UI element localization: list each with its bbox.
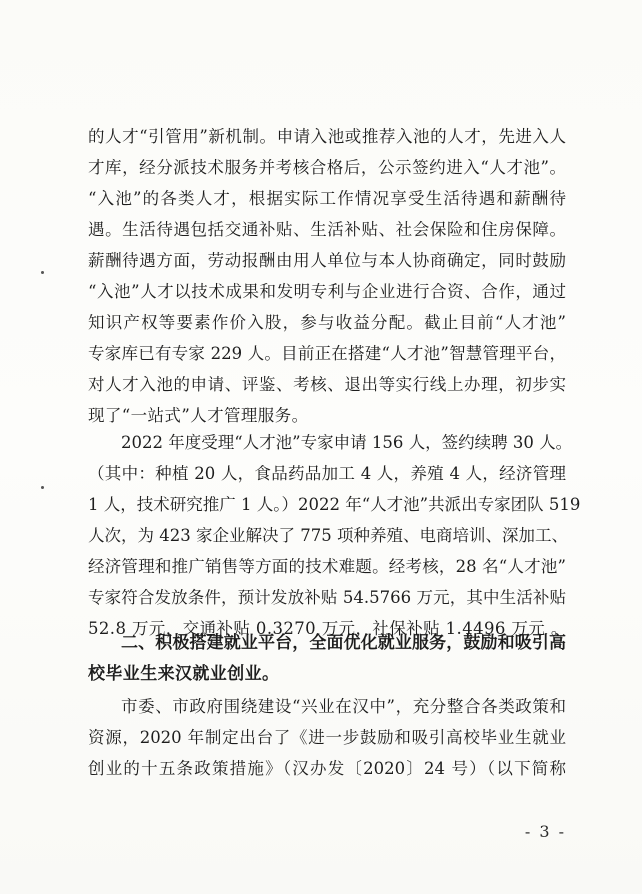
paragraph-3 bbox=[88, 691, 566, 784]
text-line: 经济管理和推广销售等方面的技术难题。经考核，28 名“人才池” bbox=[88, 557, 566, 576]
scan-speck bbox=[41, 271, 44, 274]
text-line: 对人才入池的申请、评鉴、考核、退出等实行线上办理，初步实 bbox=[88, 375, 566, 394]
text-line: 2022 年度受理“人才池”专家申请 156 人，签约续聘 30 人。 bbox=[121, 433, 573, 452]
scan-speck bbox=[41, 486, 44, 489]
text-line: “入池”的各类人才，根据实际工作情况享受生活待遇和薪酬待 bbox=[88, 189, 566, 208]
text-line: （其中：种植 20 人，食品药品加工 4 人，养殖 4 人，经济管理 bbox=[88, 464, 566, 483]
text-line: “入池”人才以技术成果和发明专利与企业进行合资、合作，通过 bbox=[88, 282, 566, 301]
text-line: 遇。生活待遇包括交通补贴、生活补贴、社会保险和住房保障。 bbox=[88, 220, 566, 239]
text-line: 1 人，技术研究推广 1 人。）2022 年“人才池”共派出专家团队 519 bbox=[88, 495, 581, 514]
text-line: 人次，为 423 家企业解决了 775 项种养殖、电商培训、深加工、 bbox=[88, 526, 568, 545]
page-number: - 3 - bbox=[524, 822, 566, 841]
text-line: 专家符合发放条件，预计发放补贴 54.5766 万元，其中生活补贴 bbox=[88, 588, 566, 607]
text-line: 的人才“引管用”新机制。申请入池或推荐入池的人才，先进入人 bbox=[88, 127, 566, 146]
heading-line: 校毕业生来汉就业创业。 bbox=[88, 664, 280, 684]
text-line: 市委、市政府围绕建设“兴业在汉中”，充分整合各类政策和 bbox=[121, 697, 566, 716]
text-line: 52.8 万元，交通补贴 0.3270 万元，社保补贴 1.4496 万元 。 bbox=[88, 619, 568, 638]
text-line: 专家库已有专家 229 人。目前正在搭建“人才池”智慧管理平台， bbox=[88, 344, 566, 363]
text-line: 才库，经分派技术服务并考核合格后，公示签约进入“人才池”。 bbox=[88, 158, 566, 177]
section-heading bbox=[88, 628, 566, 690]
paragraph-1 bbox=[88, 121, 566, 431]
text-line: 薪酬待遇方面，劳动报酬由用人单位与本人协商确定，同时鼓励 bbox=[88, 251, 566, 270]
text-line: 知识产权等要素作价入股，参与收益分配。截止目前“人才池” bbox=[88, 313, 566, 332]
text-line: 现了“一站式”人才管理服务。 bbox=[88, 406, 309, 425]
paragraph-2 bbox=[88, 427, 581, 644]
text-line: 资源，2020 年制定出台了《进一步鼓励和吸引高校毕业生就业 bbox=[88, 728, 566, 747]
text-line: 创业的十五条政策措施》（汉办发〔2020〕24 号）（以下简称 bbox=[88, 759, 566, 778]
heading-line: 二、积极搭建就业平台，全面优化就业服务，鼓励和吸引高 bbox=[121, 633, 566, 653]
